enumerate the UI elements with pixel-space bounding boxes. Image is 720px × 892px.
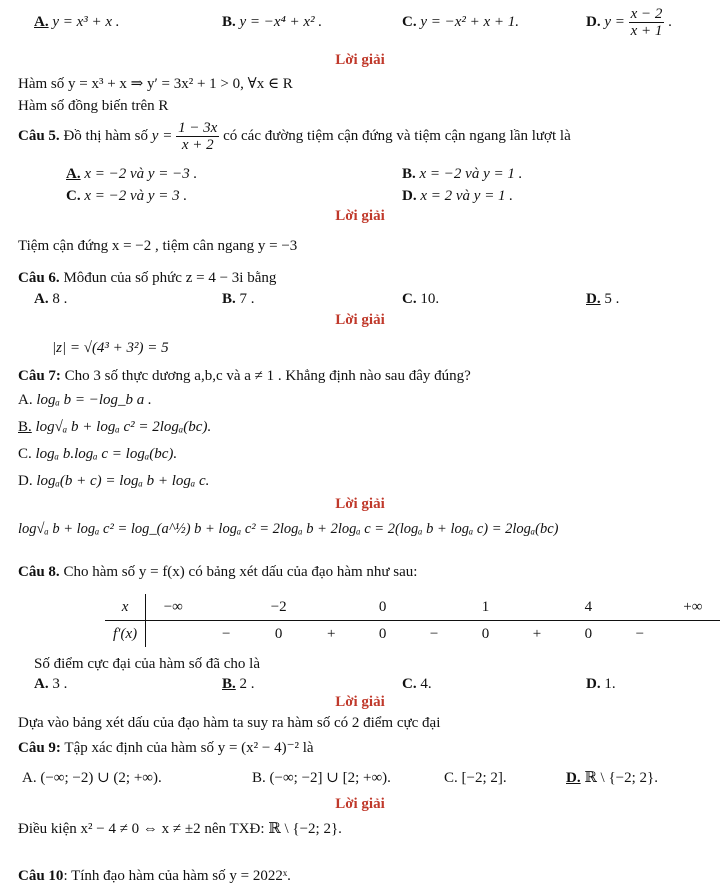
q8-option-a: A. 3 . [34, 676, 68, 692]
sign-value: 0 [584, 625, 593, 642]
sign-value: − [221, 625, 231, 642]
sign-table-derivative-header: f′(x) [105, 621, 146, 648]
q6-option-b: B. 7 . [222, 291, 255, 307]
q6-option-d: D. 5 . [586, 291, 620, 307]
sign-value: + [532, 625, 542, 642]
q8-question: Số điểm cực đại của hàm số đã cho là [34, 656, 260, 672]
x-value [200, 594, 252, 621]
solution-heading-q7: Lời giải [335, 496, 385, 512]
q6-solution: |z| = √(4³ + 3²) = 5 [52, 340, 169, 356]
q5-option-c: C. x = −2 và y = 3 . [66, 188, 188, 204]
q4-option-d: D. y = $\frac{x - 2}{x + 1}$ . [586, 6, 672, 40]
solution-heading-q5: Lời giải [335, 208, 385, 224]
q9-option-a: A. (−∞; −2) ∪ (2; +∞). [22, 770, 162, 786]
solution-heading-q6: Lời giải [335, 312, 385, 328]
q10-stem: Câu 10: Tính đạo hàm của hàm số y = 2022ˣ. [18, 868, 291, 884]
x-value: 0 [357, 594, 408, 621]
sign-value: + [326, 625, 336, 642]
q9-option-d: D. ℝ \ {−2; 2}. [566, 770, 659, 786]
solution-heading-q9: Lời giải [335, 796, 385, 812]
q4-option-a: A. y = x³ + x . [34, 14, 120, 30]
q7-solution: log√ₐ b + logₐ c² = log_(a^½) b + logₐ c² = 2logₐ b + 2logₐ c = 2(logₐ b + logₐ c) = 2logₐ(bc) [18, 521, 559, 537]
sign-value [666, 621, 720, 648]
x-value: −2 [252, 594, 305, 621]
q9-option-c: C. [−2; 2]. [444, 770, 507, 786]
q6-option-a: A. 8 . [34, 291, 68, 307]
q4-option-b: B. y = −x⁴ + x² . [222, 14, 323, 30]
q6-stem: Câu 6. Môđun của số phức z = 4 − 3i bằng [18, 270, 277, 286]
q8-option-b: B. 2 . [222, 676, 255, 692]
q5-option-a: A. x = −2 và y = −3 . [66, 166, 198, 182]
q6-option-c: C. 10. [402, 291, 440, 307]
sign-value: − [429, 625, 439, 642]
q7-option-c: C. logₐ b.logₐ c = logₐ(bc). [18, 446, 178, 462]
x-value [511, 594, 563, 621]
sign-table-x-header: x [105, 594, 146, 621]
q7-stem: Câu 7: Cho 3 số thực dương a,b,c và a ≠ 1 . Khẳng định nào sau đây đúng? [18, 368, 471, 384]
solution-heading-q8: Lời giải [335, 694, 385, 710]
q9-solution: Điều kiện x² − 4 ≠ 0 ⇔ x ≠ ±2 nên TXĐ: ℝ \ {−2; 2}. [18, 821, 342, 837]
x-value [408, 594, 460, 621]
x-value: 4 [563, 594, 614, 621]
q4-option-c: C. y = −x² + x + 1. [402, 14, 520, 30]
q5-option-d: D. x = 2 và y = 1 . [402, 188, 514, 204]
q5-fraction: $\frac{1 - 3x}{x + 2}$ [178, 120, 218, 154]
q5-option-b: B. x = −2 và y = 1 . [402, 166, 523, 182]
x-value: +∞ [666, 594, 720, 621]
sign-value: − [635, 625, 645, 642]
sign-table-x-row [105, 594, 720, 621]
sign-value: 0 [378, 625, 387, 642]
q8-stem: Câu 8. Cho hàm số y = f(x) có bảng xét dấu của đạo hàm như sau: [18, 564, 418, 580]
sign-table-derivative-row [105, 621, 720, 648]
q8-option-d: D. 1. [586, 676, 616, 692]
q9-stem: Câu 9: Tập xác định của hàm số y = (x² − 4)⁻² là [18, 740, 314, 756]
derivative-sign-table [105, 594, 720, 647]
q9-option-b: B. (−∞; −2] ∪ [2; +∞). [252, 770, 391, 786]
q4-d-fraction: $\frac{x - 2}{x + 1}$ [630, 6, 663, 40]
q7-option-d: D. logₐ(b + c) = logₐ b + logₐ c. [18, 473, 210, 489]
x-value: −∞ [146, 594, 201, 621]
q5-stem: Câu 5. Đồ thị hàm số y = $\frac{1 - 3x}{x + 2}$ có các đường tiệm cận đứng và tiệm cận ngang lần lượt là [18, 120, 571, 154]
x-value [614, 594, 666, 621]
q4-solution-line2: Hàm số đồng biến trên R [18, 98, 169, 114]
q5-solution: Tiệm cận đứng x = −2 , tiệm cân ngang y = −3 [18, 238, 298, 254]
x-value [305, 594, 357, 621]
sign-value: 0 [481, 625, 490, 642]
q8-option-c: C. 4. [402, 676, 432, 692]
solution-heading-q4: Lời giải [335, 52, 385, 68]
q8-solution: Dựa vào bảng xét dấu của đạo hàm ta suy ra hàm số có 2 điểm cực đại [18, 715, 441, 731]
q7-option-a: A. logₐ b = −log_b a . [18, 392, 152, 408]
q4-solution-line1: Hàm số y = x³ + x ⇒ y′ = 3x² + 1 > 0, ∀x ∈ R [18, 76, 293, 92]
sign-value [146, 621, 201, 648]
x-value: 1 [460, 594, 511, 621]
sign-value: 0 [274, 625, 283, 642]
q7-option-b: B. log√ₐ b + logₐ c² = 2logₐ(bc). [18, 419, 212, 435]
